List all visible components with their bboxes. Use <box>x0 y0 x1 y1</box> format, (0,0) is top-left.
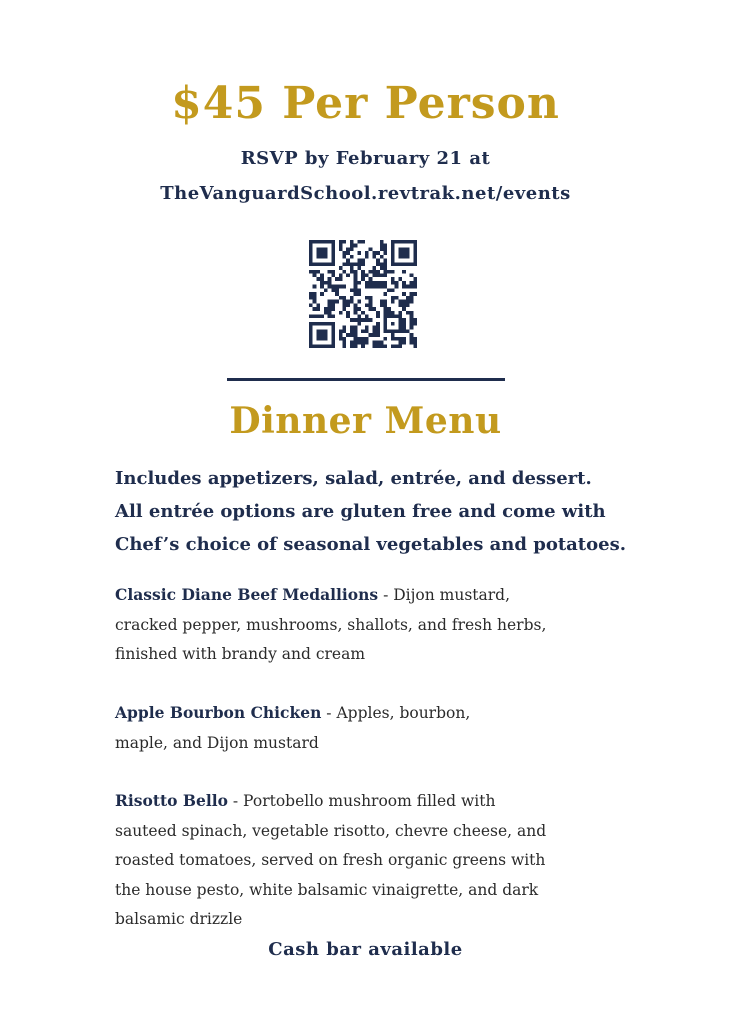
dish-item <box>115 698 655 758</box>
dish-description: the house pesto, white balsamic vinaigrette, and dark <box>115 880 539 899</box>
dish-description: - Apples, bourbon, <box>321 704 471 722</box>
rsvp-line: RSVP by February 21 at <box>240 148 491 169</box>
menu-intro <box>115 462 675 561</box>
dish-description: roasted tomatoes, served on fresh organic greens with <box>115 851 546 869</box>
dish-description: balsamic drizzle <box>115 910 243 928</box>
dish-description: - Portobello mushroom filled with <box>227 792 496 810</box>
dish-name: Apple Bourbon Chicken <box>115 703 322 722</box>
dish-description: maple, and Dijon mustard <box>115 733 319 752</box>
dish-item <box>115 786 655 935</box>
dish-name: Risotto Bello <box>115 791 228 810</box>
dish-name: Classic Diane Beef Medallions <box>115 585 379 604</box>
intro-line: Chef’s choice of seasonal vegetables and potatoes. <box>115 534 626 555</box>
qr-code-icon[interactable] <box>309 240 417 348</box>
intro-line: All entrée options are gluten free and come with <box>115 501 606 522</box>
rsvp-url-link[interactable]: TheVanguardSchool.revtrak.net/events <box>160 183 571 204</box>
intro-line: Includes appetizers, salad, entrée, and dessert. <box>115 468 592 489</box>
dish-description: sauteed spinach, vegetable risotto, chevre cheese, and <box>115 821 547 840</box>
dish-item <box>115 580 655 670</box>
cash-bar-note: Cash bar available <box>268 939 463 960</box>
dish-description: cracked pepper, mushrooms, shallots, and fresh herbs, <box>115 615 547 634</box>
section-divider <box>227 378 505 381</box>
price-heading: $45 Per Person <box>171 78 560 129</box>
dish-description: finished with brandy and cream <box>115 645 366 663</box>
menu-title: Dinner Menu <box>229 400 502 442</box>
dish-description: - Dijon mustard, <box>378 586 511 604</box>
